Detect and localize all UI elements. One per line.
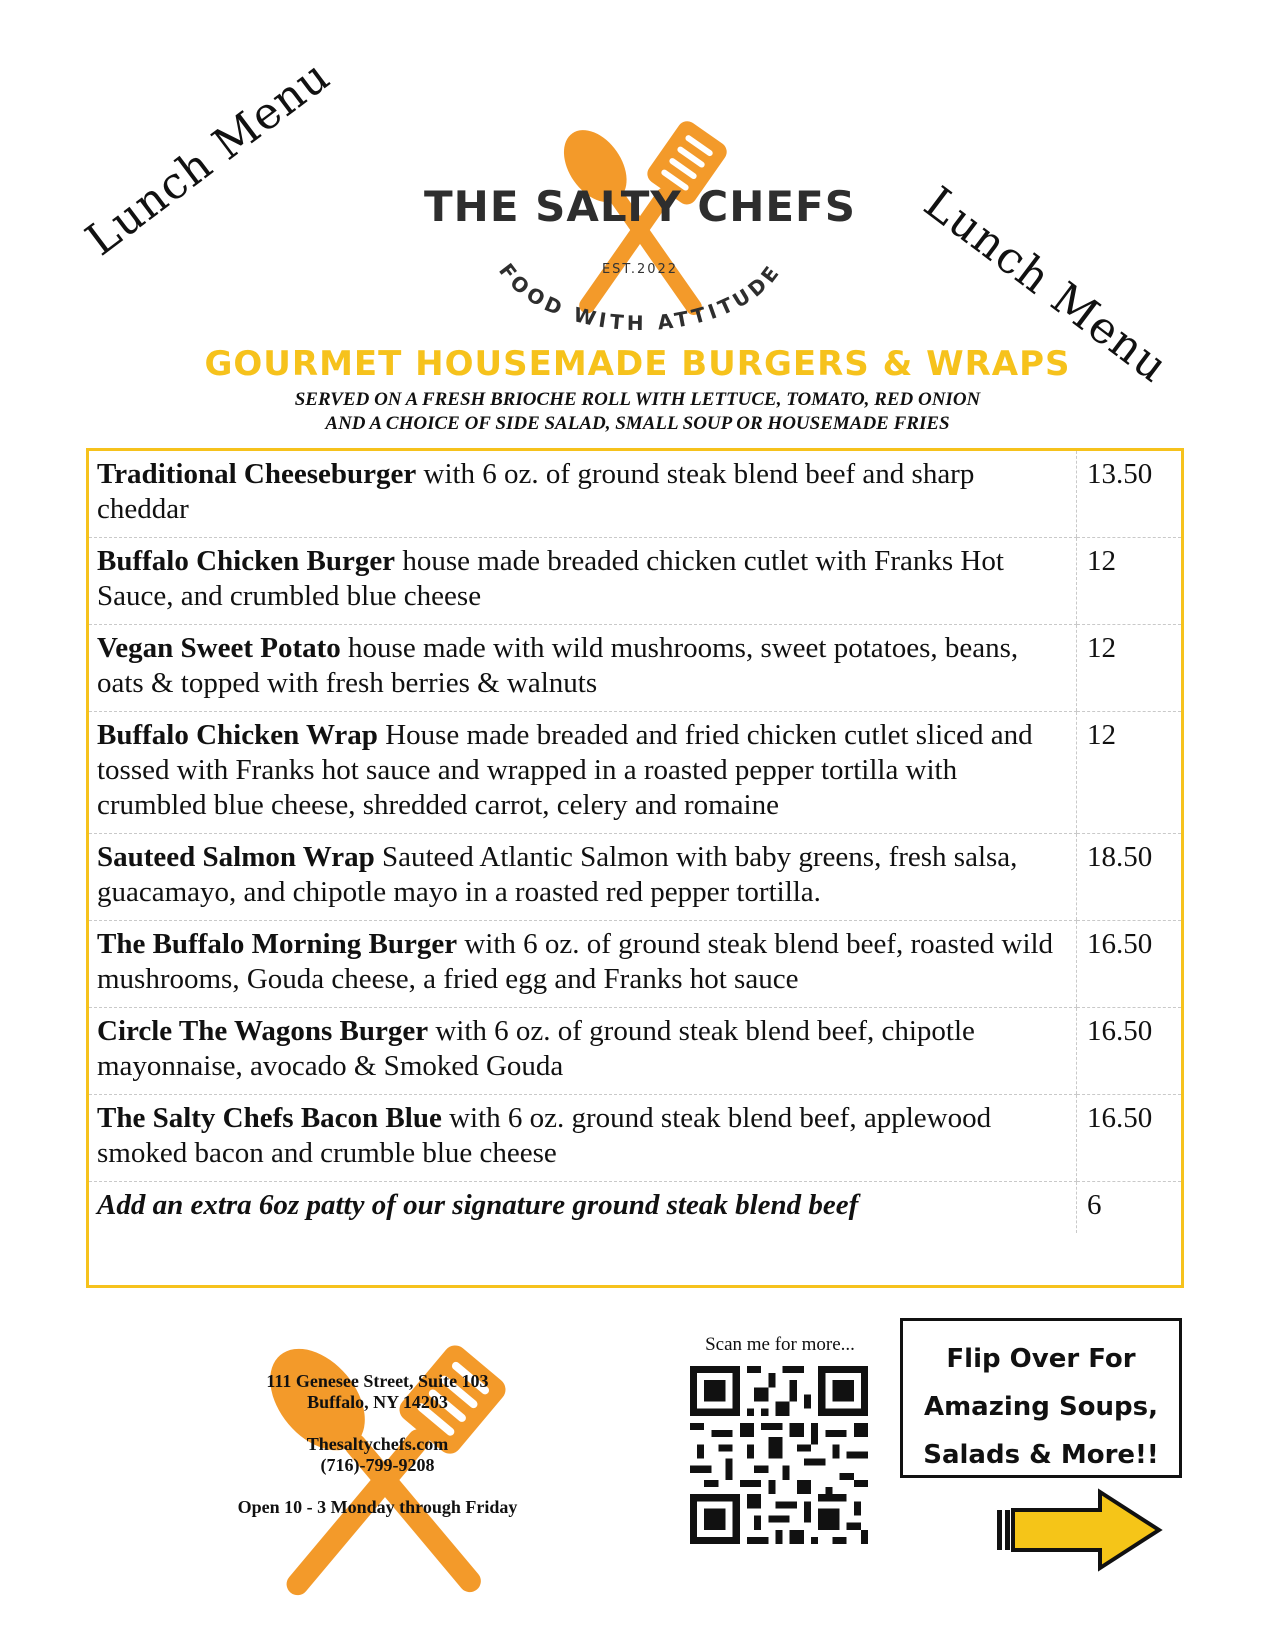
arrow-right-icon bbox=[995, 1488, 1165, 1572]
menu-item-name: Vegan Sweet Potato bbox=[97, 632, 341, 664]
menu-item-name: The Buffalo Morning Burger bbox=[97, 928, 458, 960]
menu-item-name: Sauteed Salmon Wrap bbox=[97, 841, 375, 873]
address-line2: Buffalo, NY 14203 bbox=[307, 1392, 448, 1412]
menu-item-description: with 6 oz. of ground steak blend beef, roasted wild mushrooms, Gouda cheese, a fried egg and Franks hot sauce bbox=[97, 928, 1054, 995]
menu-row bbox=[89, 712, 1181, 834]
menu-item-cell bbox=[89, 712, 1077, 834]
menu-item-name: The Salty Chefs Bacon Blue bbox=[97, 1102, 442, 1134]
address-line1: 111 Genesee Street, Suite 103 bbox=[266, 1371, 489, 1391]
menu-item-cell bbox=[89, 921, 1077, 1008]
menu-item-price: 12 bbox=[1077, 625, 1182, 712]
menu-row bbox=[89, 1095, 1181, 1182]
menu-item-price: 16.50 bbox=[1077, 1095, 1182, 1182]
flip-line1: Flip Over For bbox=[946, 1344, 1136, 1374]
phone-number: (716)-799-9208 bbox=[320, 1455, 435, 1475]
salty-chefs-logo bbox=[420, 110, 860, 350]
menu-row-extra bbox=[89, 1182, 1181, 1234]
menu-item-cell bbox=[89, 1008, 1077, 1095]
extra-patty-price: 6 bbox=[1077, 1182, 1182, 1234]
menu-item-name: Circle The Wagons Burger bbox=[97, 1015, 429, 1047]
menu-row bbox=[89, 451, 1181, 538]
menu-row bbox=[89, 538, 1181, 625]
menu-item-cell bbox=[89, 625, 1077, 712]
website-link[interactable]: Thesaltychefs.com bbox=[306, 1434, 449, 1454]
section-subtitle-line1: SERVED ON A FRESH BRIOCHE ROLL WITH LETTUCE, TOMATO, RED ONION bbox=[294, 389, 981, 410]
logo-tagline: FOOD WITH ATTITUDE bbox=[494, 258, 786, 336]
menu-row bbox=[89, 1008, 1181, 1095]
menu-item-description: Sauteed Atlantic Salmon with baby greens, fresh salsa, guacamayo, and chipotle mayo in a roasted red pepper tortilla. bbox=[97, 841, 1018, 908]
menu-item-name: Traditional Cheeseburger bbox=[97, 458, 417, 490]
menu-item-price: 12 bbox=[1077, 538, 1182, 625]
menu-item-price: 16.50 bbox=[1077, 1008, 1182, 1095]
flip-line3: Salads & More!! bbox=[923, 1440, 1159, 1470]
menu-row bbox=[89, 834, 1181, 921]
menu-item-description: house made breaded chicken cutlet with Franks Hot Sauce, and crumbled blue cheese bbox=[97, 545, 1004, 612]
section-subtitle-line2: AND A CHOICE OF SIDE SALAD, SMALL SOUP OR HOUSEMADE FRIES bbox=[325, 413, 950, 434]
menu-item-cell bbox=[89, 451, 1077, 538]
flip-line2: Amazing Soups, bbox=[923, 1392, 1159, 1422]
menu-item-description: House made breaded and fried chicken cutlet sliced and tossed with Franks hot sauce and wrapped in a roasted pepper tortilla with crumbled blue cheese, shredded carrot, celery and romaine bbox=[97, 719, 1033, 821]
menu-row bbox=[89, 625, 1181, 712]
qr-code-icon[interactable] bbox=[690, 1366, 868, 1544]
menu-item-description: with 6 oz. of ground steak blend beef, chipotle mayonnaise, avocado & Smoked Gouda bbox=[97, 1015, 975, 1082]
menu-item-name: Buffalo Chicken Wrap bbox=[97, 719, 378, 751]
lunch-menu-title-right: Lunch Menu bbox=[914, 177, 1178, 393]
opening-hours: Open 10 - 3 Monday through Friday bbox=[237, 1497, 518, 1517]
menu-item-name: Buffalo Chicken Burger bbox=[97, 545, 396, 577]
menu-item-cell bbox=[89, 834, 1077, 921]
menu-item-description: with 6 oz. of ground steak blend beef and sharp cheddar bbox=[97, 458, 975, 525]
menu-item-cell bbox=[89, 538, 1077, 625]
menu-item-description: with 6 oz. ground steak blend beef, applewood smoked bacon and crumble blue cheese bbox=[97, 1102, 992, 1169]
menu-item-price: 12 bbox=[1077, 712, 1182, 834]
section-heading: GOURMET HOUSEMADE BURGERS & WRAPS bbox=[204, 344, 1071, 384]
menu-item-description: house made with wild mushrooms, sweet potatoes, beans, oats & topped with fresh berries & walnuts bbox=[97, 632, 1019, 699]
flip-over-notice bbox=[900, 1318, 1182, 1478]
menu-row bbox=[89, 921, 1181, 1008]
logo-established: EST.2022 bbox=[601, 262, 679, 277]
scan-label: Scan me for more... bbox=[705, 1334, 855, 1355]
extra-patty-text: Add an extra 6oz patty of our signature ground steak blend beef bbox=[97, 1189, 859, 1221]
lunch-menu-title-left: Lunch Menu bbox=[76, 50, 340, 266]
menu-item-price: 16.50 bbox=[1077, 921, 1182, 1008]
logo-name: THE SALTY CHEFS bbox=[424, 182, 856, 231]
menu-item-cell bbox=[89, 1095, 1077, 1182]
menu-table bbox=[86, 448, 1184, 1288]
menu-item-price: 18.50 bbox=[1077, 834, 1182, 921]
menu-item-price: 13.50 bbox=[1077, 451, 1182, 538]
